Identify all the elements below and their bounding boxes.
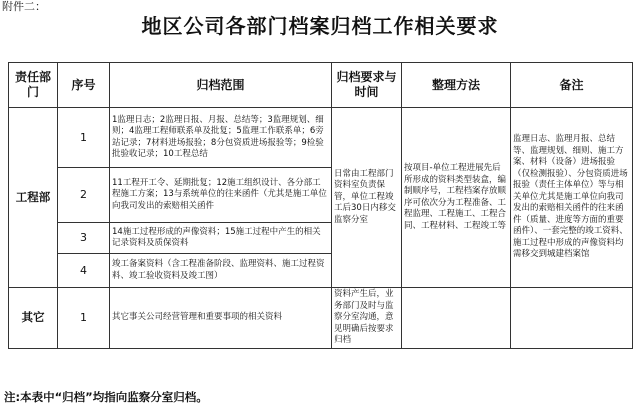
scope-cell: 14施工过程形成的声像资料；15施工过程中产生的相关记录资料及质保资料: [110, 223, 332, 254]
scope-cell: 其它事关公司经营管理和重要事项的相关资料: [110, 288, 332, 349]
remark-cell-other: [511, 288, 633, 349]
archive-requirements-table: [8, 62, 633, 349]
seq-cell: 3: [58, 223, 110, 254]
scope-cell: 11工程开工令、延期批复；12施工组织设计、各分部工程施工方案；13与系统单位的往来函件（尤其是施工单位向我司发出的索赔相关函件: [110, 168, 332, 223]
method-cell-engineering: 按项目-单位工程进展先后所形成的资料类型装盒，编制顺序号，工程档案存放顺序可依次分为工程准备、工程监理、工程施工、工程合同、工程材料、工程竣工等: [402, 108, 511, 288]
header-dept: 责任部门: [9, 63, 58, 108]
header-seq: 序号: [58, 63, 110, 108]
header-method: 整理方法: [402, 63, 511, 108]
attachment-label: 附件二：: [2, 0, 46, 13]
dept-cell-other: 其它: [9, 288, 58, 349]
footnote: 注:本表中“归档”均指向监察分室归档。: [4, 390, 208, 404]
remark-cell-engineering: 监理日志、监理月报、总结等、监理规划、细则、施工方案、材料（设备）进场报验（仅检测报验）、分包资质进场报验（责任主体单位）等与相关单位尤其是施工单位向我司发出的索赔相关函件的往来函件（质量、进度等方面的重要函件）、一套完整的竣工资料、施工过程中形成的声像资料均需移交到城建档案馆: [511, 108, 633, 288]
dept-cell-engineering: 工程部: [9, 108, 58, 288]
seq-cell: 4: [58, 254, 110, 288]
seq-cell: 1: [58, 108, 110, 168]
requirement-cell-engineering: 日常由工程部门资料室负责保管，单位工程竣工后30日内移交监察分室: [332, 108, 402, 288]
header-requirement: 归档要求与时间: [332, 63, 402, 108]
scope-cell: 1监理日志；2监理日报、月报、总结等；3监理规划、细则；4监理工程师联系单及批复；5监理工作联系单；6旁站记录；7材料进场报验；8分包资质进场报验等；9检验批验收记录；10工程总结: [110, 108, 332, 168]
header-remark: 备注: [511, 63, 633, 108]
table-row: [9, 288, 633, 349]
seq-cell: 1: [58, 288, 110, 349]
header-scope: 归档范围: [110, 63, 332, 108]
page-title: 地区公司各部门档案归档工作相关要求: [141, 14, 499, 38]
header-row: [9, 63, 633, 108]
requirement-cell-other: 资料产生后，业务部门及时与监察分室沟通，意见明确后按要求归档: [332, 288, 402, 349]
method-cell-other: [402, 288, 511, 349]
table-row: [9, 108, 633, 168]
seq-cell: 2: [58, 168, 110, 223]
scope-cell: 竣工备案资料（含工程准备阶段、监理资料、施工过程资料、竣工验收资料及竣工图）: [110, 254, 332, 288]
